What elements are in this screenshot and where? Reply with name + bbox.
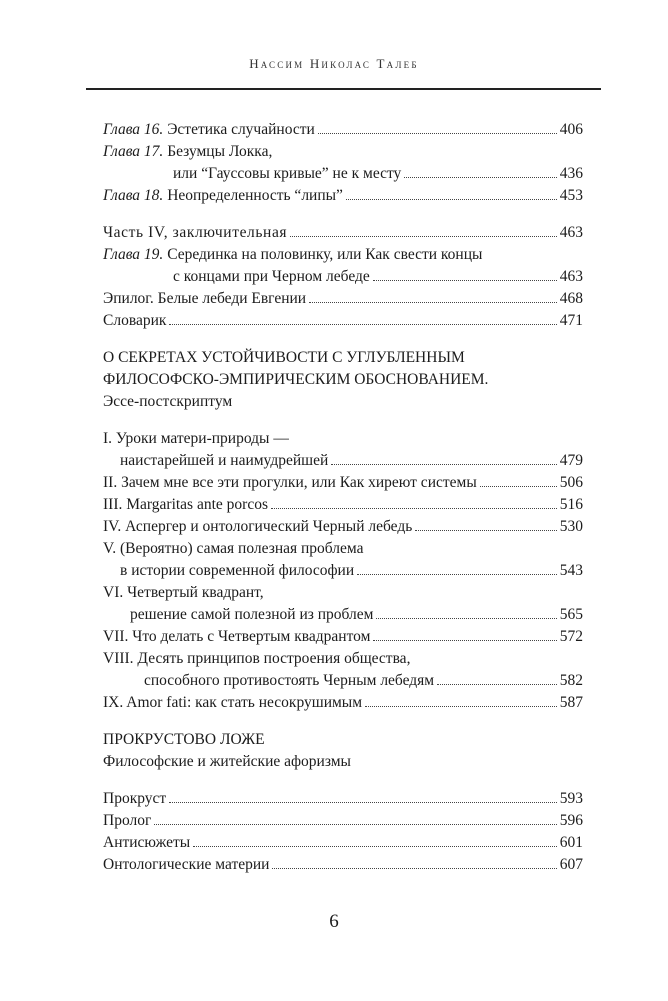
toc-entry-procrustes-3[interactable] <box>103 832 583 854</box>
toc-entry-chapter-19-line2[interactable] <box>173 266 583 288</box>
dot-leader <box>437 670 557 685</box>
toc-entry-essay-7[interactable] <box>103 626 583 648</box>
dot-leader <box>373 626 556 641</box>
entry-title: II. Зачем мне все эти прогулки, или Как хиреют системы <box>103 474 477 491</box>
dot-leader <box>415 516 556 531</box>
entry-continuation: наистарейшей и наимудрейшей <box>120 452 329 469</box>
toc-entry-chapter-17-line1[interactable] <box>103 141 272 163</box>
toc-entry-essay-6-line1[interactable]: VI. Четвертый квадрант, <box>103 584 264 601</box>
entry-title: III. Margaritas ante porcos <box>103 496 268 513</box>
toc-entry-epilogue[interactable] <box>103 288 583 310</box>
dot-leader <box>271 494 557 509</box>
page-ref: 506 <box>559 474 583 491</box>
chapter-prefix: Глава 17. <box>103 143 164 160</box>
dot-leader <box>193 832 557 847</box>
entry-title: IX. Amor fati: как стать несокрушимым <box>103 694 363 711</box>
toc-entry-essay-3[interactable] <box>103 494 583 516</box>
entry-continuation: в истории современной философии <box>120 562 355 579</box>
chapter-prefix: Глава 19. <box>103 246 164 263</box>
entry-title: IV. Аспергер и онтологический Черный лебедь <box>103 518 413 535</box>
dot-leader <box>357 560 557 575</box>
toc-entry-chapter-16[interactable] <box>103 119 583 141</box>
entry-continuation: способного противостоять Черным лебедям <box>144 672 435 689</box>
dot-leader <box>376 604 556 619</box>
entry-title: Прокруст <box>103 790 167 807</box>
page-ref: 587 <box>559 694 583 711</box>
entry-continuation: решение самой полезной из проблем <box>130 606 374 623</box>
toc-entry-chapter-19-line1[interactable] <box>103 244 482 266</box>
entry-title: Безумцы Локка, <box>167 143 273 160</box>
toc-entry-essay-1-line2[interactable] <box>120 450 583 472</box>
page-ref: 479 <box>559 452 583 469</box>
toc-entry-essay-5-line2[interactable] <box>120 560 583 582</box>
entry-title: Антисюжеты <box>103 834 191 851</box>
entry-title: Эпилог. Белые лебеди Евгении <box>103 290 307 307</box>
toc-entry-essay-2[interactable] <box>103 472 583 494</box>
dot-leader <box>346 185 557 200</box>
page-ref: 530 <box>559 518 583 535</box>
running-head: Нассим Николас Талеб <box>249 56 419 71</box>
toc-entry-essay-1-line1[interactable]: I. Уроки матери-природы — <box>103 430 289 447</box>
toc-entry-glossary[interactable] <box>103 310 583 332</box>
toc-entry-essay-8-line2[interactable] <box>144 670 583 692</box>
page-ref: 593 <box>559 790 583 807</box>
entry-continuation: с концами при Черном лебеде <box>173 268 370 285</box>
dot-leader <box>169 788 557 803</box>
page-ref: 406 <box>559 121 583 138</box>
procrustes-heading: ПРОКРУСТОВО ЛОЖЕ <box>103 731 265 748</box>
entry-title: Онтологические материи <box>103 856 270 873</box>
dot-leader <box>331 450 557 465</box>
chapter-prefix: Глава 16. <box>103 121 164 138</box>
entry-title: Пролог <box>103 812 152 829</box>
dot-leader <box>272 854 556 869</box>
entry-title: VII. Что делать с Четвертым квадрантом <box>103 628 371 645</box>
page-ref: 463 <box>559 268 583 285</box>
essay-heading-line2: ФИЛОСОФСКО-ЭМПИРИЧЕСКИМ ОБОСНОВАНИЕМ. <box>103 371 489 388</box>
dot-leader <box>404 163 556 178</box>
page-ref: 543 <box>559 562 583 579</box>
entry-continuation: или “Гауссовы кривые” не к месту <box>173 165 402 182</box>
chapter-prefix: Глава 18. <box>103 187 164 204</box>
part-title: Часть IV, заключительная <box>103 224 288 241</box>
toc-entry-procrustes-1[interactable] <box>103 788 583 810</box>
dot-leader <box>154 810 556 825</box>
dot-leader <box>290 222 557 237</box>
dot-leader <box>480 472 557 487</box>
dot-leader <box>365 692 557 707</box>
dot-leader <box>373 266 557 281</box>
essay-subtitle: Эссе-постскриптум <box>103 393 233 410</box>
toc-entry-essay-8-line1[interactable]: VIII. Десять принципов построения общества, <box>103 650 411 667</box>
toc-entry-chapter-17-line2[interactable] <box>173 163 583 185</box>
toc-entry-procrustes-2[interactable] <box>103 810 583 832</box>
page-ref: 596 <box>559 812 583 829</box>
procrustes-subtitle: Философские и житейские афоризмы <box>103 753 351 770</box>
page-ref: 607 <box>559 856 583 873</box>
toc-entry-essay-9[interactable] <box>103 692 583 714</box>
entry-title: Неопределенность “липы” <box>167 187 343 204</box>
entry-title: Словарик <box>103 312 167 329</box>
entry-title: Эстетика случайности <box>167 121 315 138</box>
toc-entry-essay-5-line1[interactable]: V. (Вероятно) самая полезная проблема <box>103 540 364 557</box>
page-ref: 601 <box>559 834 583 851</box>
page-ref: 471 <box>559 312 583 329</box>
page-ref: 516 <box>559 496 583 513</box>
toc-entry-essay-4[interactable] <box>103 516 583 538</box>
page-ref: 582 <box>559 672 583 689</box>
page-number: 6 <box>329 911 339 932</box>
page-ref: 572 <box>559 628 583 645</box>
toc-entry-procrustes-4[interactable] <box>103 854 583 876</box>
page-ref: 468 <box>559 290 583 307</box>
essay-heading-line1: О СЕКРЕТАХ УСТОЙЧИВОСТИ С УГЛУБЛЕННЫМ <box>103 349 465 366</box>
toc-entry-essay-6-line2[interactable] <box>130 604 583 626</box>
toc-entry-chapter-18[interactable] <box>103 185 583 207</box>
page-ref: 436 <box>559 165 583 182</box>
toc-entry-part-4[interactable] <box>103 222 583 244</box>
dot-leader <box>318 119 557 134</box>
page-ref: 565 <box>559 606 583 623</box>
dot-leader <box>309 288 557 303</box>
page-ref: 453 <box>559 187 583 204</box>
entry-title: Серединка на половинку, или Как свести концы <box>167 246 483 263</box>
dot-leader <box>169 310 556 325</box>
header-rule <box>86 88 601 90</box>
page-ref: 463 <box>559 224 583 241</box>
